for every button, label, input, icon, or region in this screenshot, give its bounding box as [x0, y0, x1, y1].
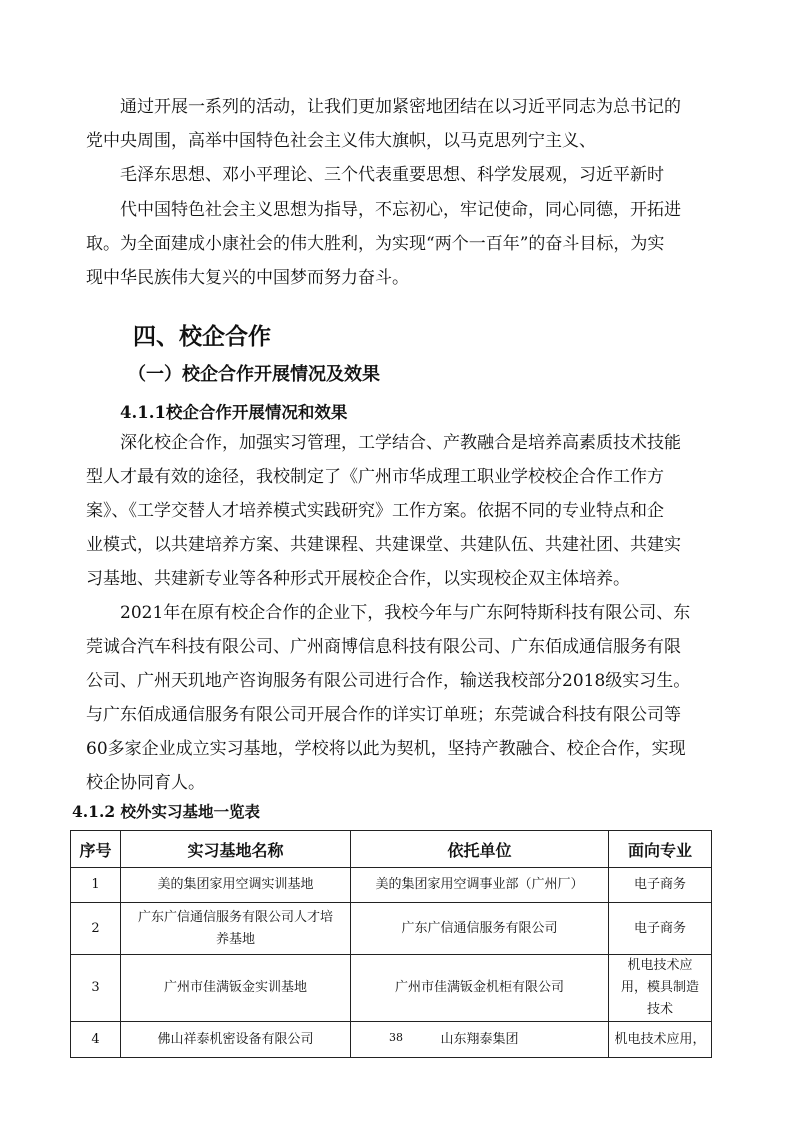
cell-major: 电子商务	[609, 903, 712, 955]
section-heading: 四、校企合作	[133, 323, 271, 350]
cell-unit: 广州市佳满钣金机柜有限公司	[351, 955, 609, 1022]
header-unit: 依托单位	[351, 831, 609, 868]
paragraph-line: 与广东佰成通信服务有限公司开展合作的详实订单班；东莞诚合科技有限公司等	[86, 705, 681, 725]
table-row	[71, 955, 712, 1022]
table-header-row	[71, 831, 712, 868]
page-number: 38	[389, 1031, 403, 1044]
paragraph-line: 现中华民族伟大复兴的中国梦而努力奋斗。	[86, 268, 409, 288]
cell-no: 1	[71, 868, 121, 903]
internship-bases-table	[70, 830, 712, 1058]
paragraph-line: 毛泽东思想、邓小平理论、三个代表重要思想、科学发展观，习近平新时	[120, 165, 664, 185]
paragraph-line: 60多家企业成立实习基地，学校将以此为契机，坚持产教融合、校企合作，实现	[86, 739, 686, 759]
paragraph-line: 2021年在原有校企合作的企业下，我校今年与广东阿特斯科技有限公司、东	[120, 603, 691, 623]
cell-major: 电子商务	[609, 868, 712, 903]
paragraph-line: 习基地、共建新专业等各种形式开展校企合作，以实现校企双主体培养。	[86, 569, 630, 589]
header-base-name: 实习基地名称	[121, 831, 351, 868]
table-row	[71, 903, 712, 955]
paragraph-line: 公司、广州天玑地产咨询服务有限公司进行合作，输送我校部分2018级实习生。	[86, 671, 691, 691]
cell-unit: 山东翔泰集团	[351, 1022, 609, 1058]
paragraph-line: 案》、《工学交替人才培养模式实践研究》工作方案。依据不同的专业特点和企	[86, 501, 664, 521]
paragraph-line: 党中央周围，高举中国特色社会主义伟大旗帜，以马克思列宁主义、	[86, 131, 596, 151]
paragraph-line: 型人才最有效的途径，我校制定了《广州市华成理工职业学校校企合作工作方	[86, 467, 664, 487]
table-heading: 4.1.2 校外实习基地一览表	[72, 802, 261, 821]
cell-no: 4	[71, 1022, 121, 1058]
cell-base-name: 广州市佳满钣金实训基地	[121, 955, 351, 1022]
paragraph-line: 通过开展一系列的活动，让我们更加紧密地团结在以习近平同志为总书记的	[120, 97, 681, 117]
cell-base-name: 美的集团家用空调实训基地	[121, 868, 351, 903]
cell-no: 3	[71, 955, 121, 1022]
cell-base-name: 佛山祥泰机密设备有限公司	[121, 1022, 351, 1058]
paragraph-line: 业模式，以共建培养方案、共建课程、共建课堂、共建队伍、共建社团、共建实	[86, 535, 681, 555]
cell-unit: 美的集团家用空调事业部（广州厂）	[351, 868, 609, 903]
cell-major: 机电技术应用，模具制造技术	[609, 955, 712, 1022]
cell-base-name: 广东广信通信服务有限公司人才培养基地	[121, 903, 351, 955]
header-major: 面向专业	[609, 831, 712, 868]
paragraph-line: 深化校企合作，加强实习管理，工学结合、产教融合是培养高素质技术技能	[120, 433, 681, 453]
cell-unit: 广东广信通信服务有限公司	[351, 903, 609, 955]
cell-no: 2	[71, 903, 121, 955]
paragraph-line: 取。为全面建成小康社会的伟大胜利，为实现“两个一百年”的奋斗目标，为实	[86, 234, 665, 254]
cell-major: 机电技术应用，	[609, 1022, 712, 1058]
table-row	[71, 868, 712, 903]
header-no: 序号	[71, 831, 121, 868]
item-heading: 4.1.1校企合作开展情况和效果	[120, 403, 348, 422]
paragraph-line: 校企协同育人。	[86, 773, 205, 793]
subsection-heading: （一）校企合作开展情况及效果	[128, 364, 380, 385]
paragraph-line: 代中国特色社会主义思想为指导，不忘初心，牢记使命，同心同德，开拓进	[120, 200, 681, 220]
paragraph-line: 莞诚合汽车科技有限公司、广州商博信息科技有限公司、广东佰成通信服务有限	[86, 637, 681, 657]
